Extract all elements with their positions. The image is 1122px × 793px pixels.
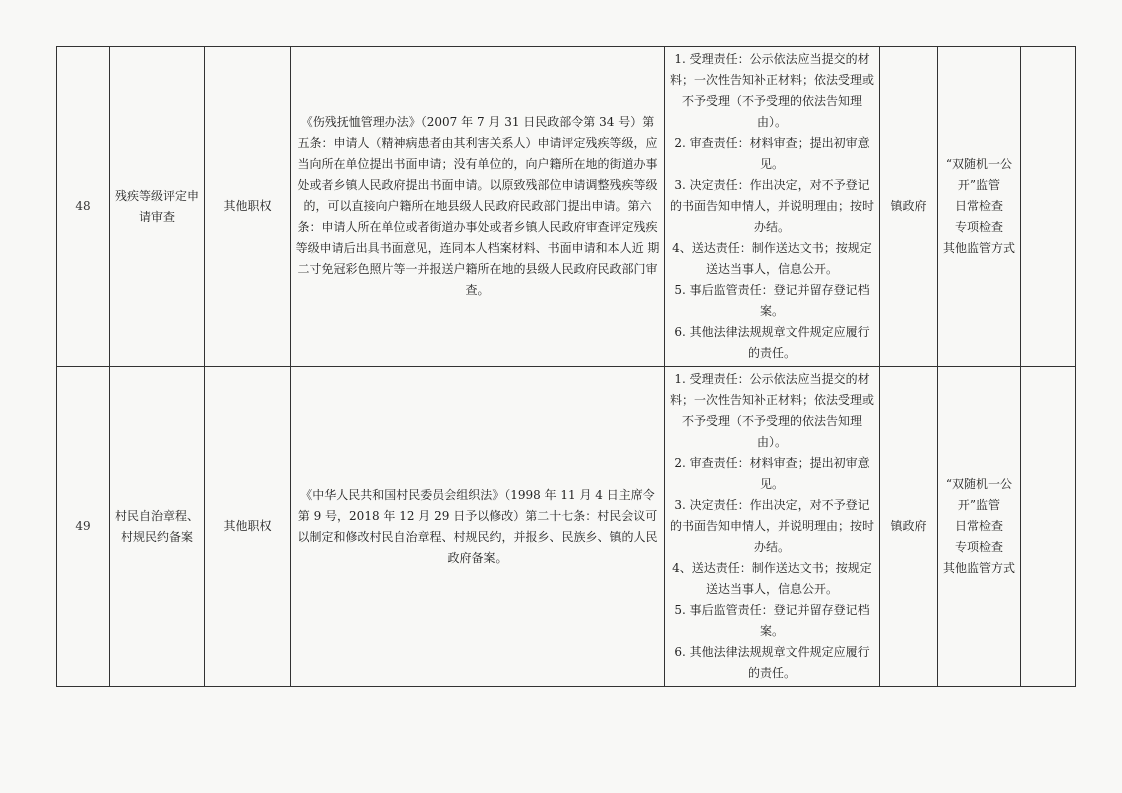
responsibility-list — [665, 47, 880, 367]
supervision-method: 日常检查 — [954, 519, 1003, 533]
supervision-method: 其他监管方式 — [942, 561, 1015, 575]
supervision-methods — [938, 367, 1021, 687]
responsibility-item: 2. 审查责任：材料审查；提出初审意见。 — [674, 136, 870, 171]
responsibility-item: 1. 受理责任：公示依法应当提交的材料；一次性告知补正材料；依法受理或不予受理（不予受理的依法告知理由）。 — [669, 372, 874, 449]
item-name: 残疾等级评定申请审查 — [110, 47, 205, 367]
supervision-method: 日常检查 — [954, 199, 1003, 213]
responsible-subject: 镇政府 — [880, 367, 938, 687]
responsibility-item: 4、送达责任：制作送达文书；按规定送达当事人，信息公开。 — [672, 241, 872, 276]
power-list-table — [56, 46, 1076, 687]
supervision-methods — [938, 47, 1021, 367]
responsibility-item: 5. 事后监管责任：登记并留存登记档案。 — [674, 603, 870, 638]
supervision-method: 专项检查 — [954, 220, 1003, 234]
item-category: 其他职权 — [205, 47, 291, 367]
row-number: 49 — [57, 367, 110, 687]
remark-cell — [1021, 47, 1076, 367]
supervision-method: 其他监管方式 — [942, 241, 1015, 255]
responsibility-item: 3. 决定责任：作出决定，对不予登记的书面告知申情人，并说明理由；按时办结。 — [669, 178, 874, 234]
responsibility-item: 4、送达责任：制作送达文书；按规定送达当事人，信息公开。 — [672, 561, 872, 596]
responsible-subject: 镇政府 — [880, 47, 938, 367]
row-number: 48 — [57, 47, 110, 367]
table-row — [57, 367, 1076, 687]
remark-cell — [1021, 367, 1076, 687]
table-row — [57, 47, 1076, 367]
responsibility-item: 6. 其他法律法规规章文件规定应履行的责任。 — [674, 645, 870, 680]
responsibility-list — [665, 367, 880, 687]
legal-basis: 《中华人民共和国村民委员会组织法》（1998 年 11 月 4 日主席令第 9 号，2018 年 12 月 29 日予以修改）第二十七条：村民会议可以制定和修改村民自治章程、村规民约，并报乡、民族乡、镇的人民政府备案。 — [291, 367, 665, 687]
responsibility-item: 2. 审查责任：材料审查；提出初审意见。 — [674, 456, 870, 491]
supervision-method: “双随机一公开”监管 — [945, 477, 1013, 512]
item-name: 村民自治章程、村规民约备案 — [110, 367, 205, 687]
responsibility-item: 3. 决定责任：作出决定，对不予登记的书面告知申情人，并说明理由；按时办结。 — [669, 498, 874, 554]
supervision-method: 专项检查 — [954, 540, 1003, 554]
responsibility-item: 6. 其他法律法规规章文件规定应履行的责任。 — [674, 325, 870, 360]
legal-basis: 《伤残抚恤管理办法》（2007 年 7 月 31 日民政部令第 34 号）第五条：申请人（精神病患者由其利害关系人）申请评定残疾等级，应当向所在单位提出书面申请；没有单位的，向户籍所在地的街道办事处或者乡镇人民政府提出书面申请。以原致残部位申请调整残疾等级的，可以直接向户籍所在地县级人民政府民政部门提出申请。第六条：申请人所在单位或者街道办事处或者乡镇人民政府审查评定残疾等级申请后出具书面意见，连同本人档案材料、书面申请和本人近 期二寸免冠彩色照片等一并报送户籍所在地的县级人民政府民政部门审查。 — [291, 47, 665, 367]
item-category: 其他职权 — [205, 367, 291, 687]
responsibility-item: 1. 受理责任：公示依法应当提交的材料；一次性告知补正材料；依法受理或不予受理（不予受理的依法告知理由）。 — [669, 52, 874, 129]
supervision-method: “双随机一公开”监管 — [945, 157, 1013, 192]
responsibility-item: 5. 事后监管责任：登记并留存登记档案。 — [674, 283, 870, 318]
